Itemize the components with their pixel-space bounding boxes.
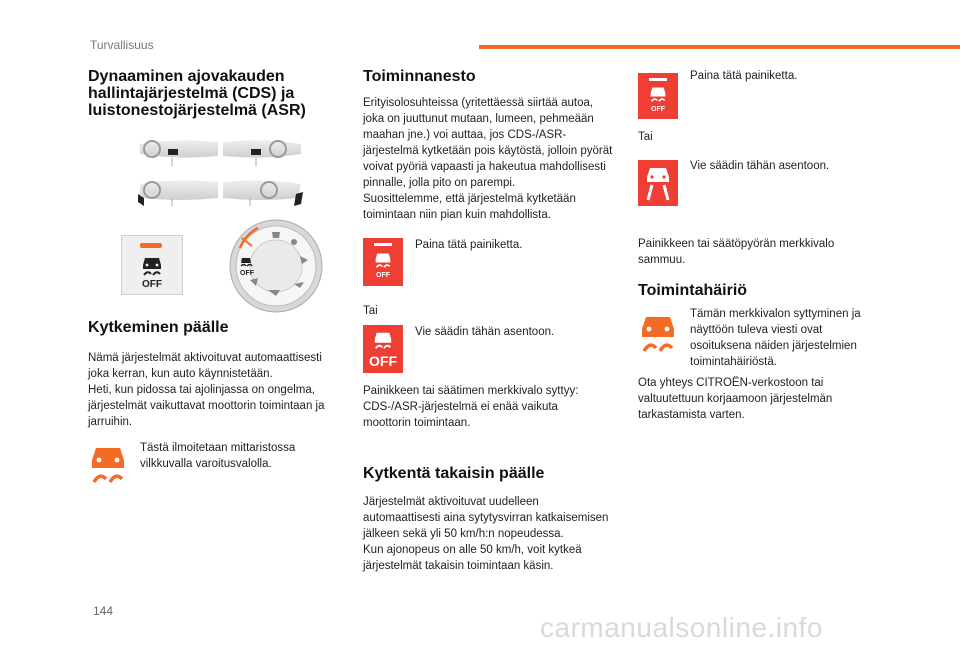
paragraph-reactivation: Järjestelmät aktivoituvat uudelleen automaattisesti aina sytytysvirran katkaisemisen jälkeen sekä yli 50 km/h:n nopeudessa. Kun ajonopeus on alle 50 km/h, voit kytkeä järjestelmät takaisin toimintaan käsin. — [363, 496, 609, 572]
esp-off-dial-icon — [363, 325, 403, 373]
or-text-2: Tai — [638, 131, 653, 143]
heading-deactivation: Toiminnanesto — [363, 68, 476, 85]
skid-warning-icon — [640, 313, 676, 353]
paragraph-light-off: Painikkeen tai säätöpyörän merkkivalo sammuu. — [638, 238, 835, 266]
off-label: OFF — [651, 106, 665, 113]
dashboard-diagram-3 — [138, 180, 218, 206]
skid-warning-icon — [90, 444, 126, 484]
watermark: carmanualsonline.info — [540, 612, 823, 643]
esp-off-button-illustration — [121, 235, 183, 295]
malfunction-note: Tämän merkkivalon syttyminen ja näyttöön tuleva viesti ovat osoituksena näiden järjestelmien toimintahäiriöstä. — [690, 308, 861, 368]
indicator-light — [140, 243, 162, 248]
page-number: 144 — [93, 604, 114, 618]
normal-road-mode-icon — [638, 160, 678, 206]
esp-off-button-icon — [363, 238, 403, 286]
off-label: OFF — [142, 279, 162, 290]
off-label: OFF — [376, 272, 390, 279]
page-title: Dynaaminen ajovakauden hallintajärjestelmä (CDS) ja luistonestojärjestelmä (ASR) — [88, 68, 306, 119]
dashboard-diagram-1 — [140, 140, 218, 166]
skid-car-icon — [649, 85, 667, 103]
dashboard-diagram-2 — [223, 140, 301, 166]
press-button-text-2: Paina tätä painiketta. — [690, 70, 798, 82]
paragraph-deactivation: Erityisolosuhteissa (yritettäessä siirtää autoa, joka on juuttunut mutaan, lumeen, pehmeään maahan jne.) voi auttaa, jos CDS-/ASR-järjestelmä kytketään pois käytöstä, jolloin pyörät voivat pyöriä vapaasti ja hakeutua mahdollisesti pinnalle, jolla pito on parempi. Suosittelemme, että järjestelmä kytketään toimintaan niin pian kuin mahdollista. — [363, 97, 613, 221]
heading-reactivation: Kytkentä takaisin päälle — [363, 465, 545, 482]
section-title: Turvallisuus — [90, 38, 154, 52]
turn-dial-text-2: Vie säädin tähän asentoon. — [690, 160, 830, 172]
turn-dial-text: Vie säädin tähän asentoon. — [415, 326, 555, 338]
skid-car-icon — [141, 256, 163, 276]
paragraph-light-on: Painikkeen tai säätimen merkkivalo syttyy: CDS-/ASR-järjestelmä ei enää vaikuta moottorin toimintaan. — [363, 385, 579, 429]
road-car-icon — [643, 165, 673, 201]
or-text: Tai — [363, 305, 378, 317]
skid-car-icon — [374, 251, 392, 269]
heading-activation: Kytkeminen päälle — [88, 319, 229, 336]
drive-mode-dial — [228, 218, 324, 314]
dashboard-diagram-4 — [223, 180, 303, 206]
off-label-large: OFF — [369, 353, 397, 369]
press-button-text: Paina tätä painiketta. — [415, 239, 523, 251]
paragraph-contact: Ota yhteys CITROËN-verkostoon tai valtuutettuun korjaamoon järjestelmän tarkastamista varten. — [638, 377, 833, 421]
dashboard-location-diagrams — [138, 136, 303, 212]
note-indicator: Tästä ilmoitetaan mittaristossa vilkkuvalla varoitusvalolla. — [140, 442, 296, 470]
heading-malfunction: Toimintahäiriö — [638, 282, 748, 299]
skid-car-icon — [373, 329, 393, 351]
header-accent-bar — [479, 45, 960, 49]
dial-off-label: OFF — [240, 270, 254, 277]
esp-off-button-icon-2 — [638, 73, 678, 119]
paragraph-activation: Nämä järjestelmät aktivoituvat automaattisesti joka kerran, kun auto käynnistetään. Heti, kun pidossa tai ajolinjassa on ongelma, järjestelmät vaikuttavat moottorin toimintaan ja jarruihin. — [88, 352, 325, 428]
